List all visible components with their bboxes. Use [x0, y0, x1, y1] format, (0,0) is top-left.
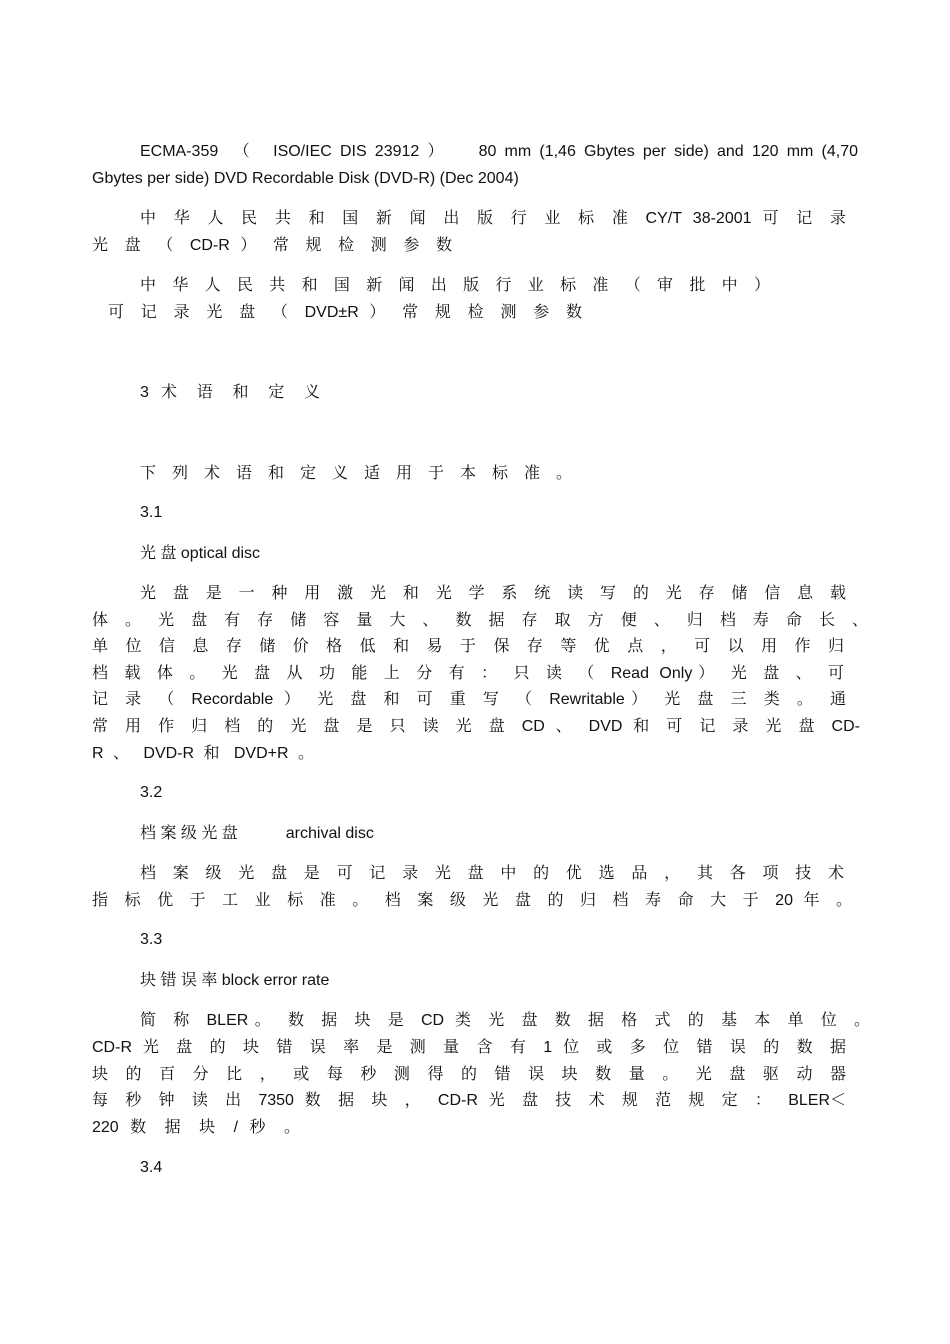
term-title: 光 盘 optical disc: [140, 545, 261, 562]
reference-cy-line2: 光 盘 （ CD-R ） 常 规 检 测 参 数: [92, 237, 452, 254]
term-body-line: 块 的 百 分 比 ， 或 每 秒 测 得 的 错 误 块 数 量 。 光 盘 驱 动 器: [92, 1066, 846, 1083]
term-body-line: 体 。 光 盘 有 存 储 容 量 大 、 数 据 存 取 方 便 、 归 档 寿 命 长 、: [92, 612, 868, 629]
reference-cy-line1: 中 华 人 民 共 和 国 新 闻 出 版 行 业 标 准 CY/T 38-2001 可 记 录: [140, 210, 846, 227]
term-body-line: 单 位 信 息 存 储 价 格 低 和 易 于 保 存 等 优 点 ， 可 以 用 作 归: [92, 638, 844, 655]
term-body-line: 每 秒 钟 读 出 7350 数 据 块 ， CD-R 光 盘 技 术 规 范 规 定 ： BLER＜: [92, 1092, 846, 1109]
term-number: 3.4: [140, 1159, 163, 1176]
term-body-line: 档 载 体 。 光 盘 从 功 能 上 分 有 ： 只 读 （ Read Only） 光 盘 、 可: [92, 665, 844, 682]
term-body-line: 简 称 BLER。 数 据 块 是 CD 类 光 盘 数 据 格 式 的 基 本 单 位 。: [140, 1012, 870, 1029]
section-intro: 下 列 术 语 和 定 义 适 用 于 本 标 准 。: [140, 465, 572, 482]
term-body-line: 220 数 据 块 / 秒 。: [92, 1119, 300, 1136]
term-body-line: 指 标 优 于 工 业 标 准 。 档 案 级 光 盘 的 归 档 寿 命 大 于 20 年 。: [92, 892, 852, 909]
reference-dvd-line2: 可 记 录 光 盘 （ DVD±R ） 常 规 检 测 参 数: [108, 304, 582, 321]
term-body-line: 档 案 级 光 盘 是 可 记 录 光 盘 中 的 优 选 品 ， 其 各 项 技 术: [140, 865, 844, 882]
term-body-line: CD-R 光 盘 的 块 错 误 率 是 测 量 含 有 1 位 或 多 位 错 误 的 数 据: [92, 1039, 846, 1056]
term-number: 3.2: [140, 784, 163, 801]
section-heading: 3 术 语 和 定 义: [140, 384, 320, 401]
term-body-line: 记 录 （ Recordable ） 光 盘 和 可 重 写 （ Rewritable） 光 盘 三 类 。 通: [92, 691, 846, 708]
term-body-line: R 、 DVD-R 和 DVD+R 。: [92, 745, 314, 762]
term-title: 块 错 误 率 block error rate: [140, 972, 330, 989]
term-body-line: 常 用 作 归 档 的 光 盘 是 只 读 光 盘 CD 、 DVD 和 可 记 录 光 盘 CD-: [92, 718, 860, 735]
reference-ecma-line2: Gbytes per side) DVD Recordable Disk (DVD-R) (Dec 2004): [92, 170, 519, 187]
reference-ecma-line1: ECMA-359 （ ISO/IEC DIS 23912 ） 80 mm (1,46 Gbytes per side) and 120 mm (4,70: [140, 143, 858, 160]
term-body-line: 光 盘 是 一 种 用 激 光 和 光 学 系 统 读 写 的 光 存 储 信 息 载: [140, 585, 846, 602]
term-number: 3.1: [140, 504, 163, 521]
term-number: 3.3: [140, 931, 163, 948]
reference-dvd-line1: 中 华 人 民 共 和 国 新 闻 出 版 行 业 标 准 （ 审 批 中 ）: [140, 277, 770, 294]
term-title: 档 案 级 光 盘 archival disc: [140, 825, 374, 842]
